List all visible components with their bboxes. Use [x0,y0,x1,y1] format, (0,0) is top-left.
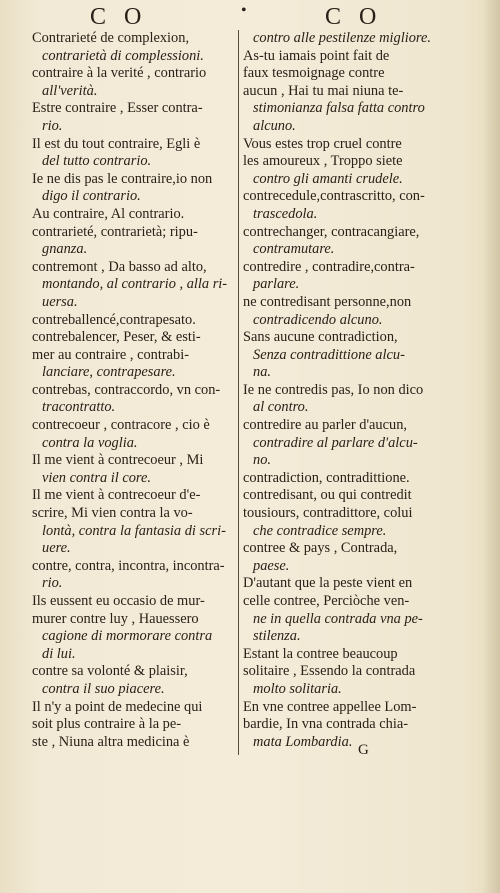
text-line: celle contree, Perciòche ven- [243,593,410,609]
text-line: contrarieté, contrarietà; ripu- [32,223,198,240]
header-left: C O [90,4,148,30]
text-line: Il est du tout contraire, Egli è [32,135,201,152]
text-line: rio. [42,575,63,592]
text-line: contrebas, contraccordo, vn con- [32,381,221,398]
text-line: all'verità. [42,82,98,99]
text-line: contrecoeur , contracore , cio è [32,417,210,434]
text-line: faux tesmoignage contre [243,65,385,82]
text-line: Il me vient à contrecoeur , Mi [32,452,204,469]
text-line: digo il contrario. [42,188,141,205]
text-line: Contrarieté de complexion, [32,30,190,46]
text-line: stilenza. [253,628,301,645]
text-line: contre sa volonté & plaisir, [32,663,188,680]
text-line: na. [253,364,271,381]
text-line: ste , Niuna altra medicina è [32,733,190,750]
text-line: tracontratto. [42,399,116,416]
text-line: no. [253,452,271,469]
text-line: contredire au parler d'aucun, [243,417,408,434]
text-line: Il me vient à contrecoeur d'e- [32,487,201,504]
header-middle: • [241,2,247,19]
text-line: Estre contraire , Esser contra- [32,100,203,117]
header-right: C O [325,4,383,30]
text-line: contraire à la verité , contrario [32,65,207,82]
left-column [32,30,237,751]
text-line: cagione di mormorare contra [42,628,213,645]
text-line: parlare. [253,276,300,293]
text-line: D'autant que la peste vient en [243,575,413,592]
text-line: Il n'y a point de medecine qui [32,698,203,715]
right-column [243,30,475,751]
text-line: En vne contree appellee Lom- [243,698,417,715]
text-line: tousiours, contradittore, colui [243,505,413,522]
text-line: contradire al parlare d'alcu- [253,434,418,451]
text-line: mer au contraire , contrabi- [32,346,190,363]
text-line: gnanza. [42,241,88,258]
text-line: montando, al contrario , alla ri- [42,276,228,293]
text-line: rio. [42,117,63,134]
text-line: scrire, Mi vien contra la vo- [32,505,193,522]
text-line: contreballencé,contrapesato. [32,311,196,328]
text-line: contree & pays , Contrada, [243,540,398,557]
catchword: G [358,742,369,758]
text-line: Ie ne dis pas le contraire,io non [32,170,213,187]
column-rule [238,30,239,755]
text-line: solitaire , Essendo la contrada [243,663,416,680]
text-line: al contro. [253,399,309,416]
text-line: Vous estes trop cruel contre [243,135,402,152]
text-line: contredisant, ou qui contredit [243,487,412,504]
text-line: aucun , Hai tu mai niuna te- [243,82,404,99]
text-line: paese. [253,557,290,574]
text-line: contro alle pestilenze migliore. [253,30,431,46]
text-line: As-tu iamais point fait de [243,47,390,64]
text-line: vien contra il core. [42,469,151,486]
text-line: Estant la contree beaucoup [243,645,398,662]
text-line: Senza contradittione alcu- [253,346,405,363]
text-line: trascedola. [253,205,318,222]
text-line: les amoureux , Troppo siete [243,153,403,170]
text-line: contra la voglia. [42,434,138,451]
text-line: mata Lombardia. [253,733,353,750]
running-header [0,4,500,30]
text-line: lontà, contra la fantasia di scri- [42,522,226,539]
text-line: ne contredisant personne,non [243,293,412,310]
text-line: lanciare, contrapesare. [42,364,176,381]
text-line: Ie ne contredis pas, Io non dico [243,381,424,398]
text-line: contradiction, contradittione. [243,469,410,486]
text-line: contradicendo alcuno. [253,311,383,328]
text-line: contrechanger, contracangiare, [243,223,420,240]
text-line: contrebalencer, Peser, & esti- [32,329,201,346]
text-line: murer contre luy , Hauessero [32,610,199,627]
text-line: di lui. [42,645,76,662]
text-line: contramutare. [253,241,335,258]
page-edge-shadow [482,0,500,893]
text-line: contre, contra, incontra, incontra- [32,557,225,574]
text-line: soit plus contraire à la pe- [32,716,182,733]
text-line: contro gli amanti crudele. [253,170,403,187]
text-line: contrarietà di complessioni. [42,47,204,64]
text-line: contrecedule,contrascritto, con- [243,188,425,205]
text-line: uere. [42,540,71,557]
text-line: contra il suo piacere. [42,680,165,697]
text-line: Au contraire, Al contrario. [32,205,185,222]
text-line: del tutto contrario. [42,153,152,170]
text-line: stimonianza falsa fatta contro [253,100,425,117]
text-line: che contradice sempre. [253,522,387,539]
text-line: ne in quella contrada vna pe- [253,610,423,627]
text-line: alcuno. [253,117,296,134]
text-line: contremont , Da basso ad alto, [32,258,207,275]
text-line: bardie, In vna contrada chia- [243,716,409,733]
text-line: Sans aucune contradiction, [243,329,398,346]
text-line: uersa. [42,293,78,310]
text-line: Ils eussent eu occasio de mur- [32,593,205,609]
text-line: molto solitaria. [253,680,342,697]
text-line: contredire , contradire,contra- [243,258,415,275]
